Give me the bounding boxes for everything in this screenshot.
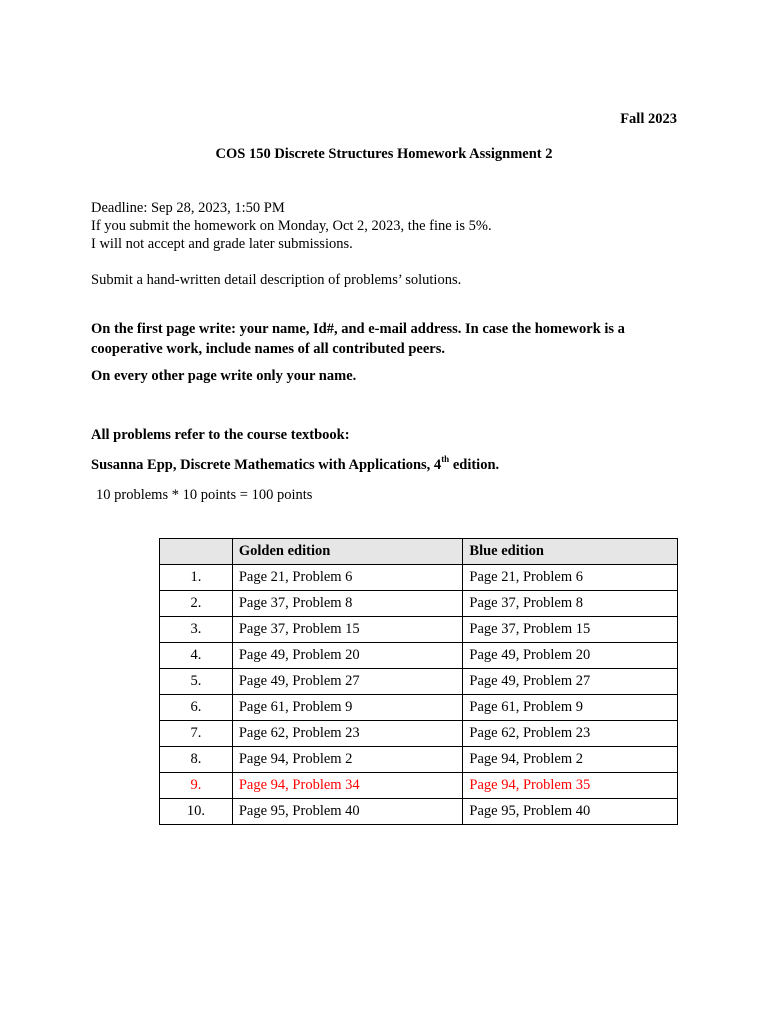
problem-number-cell: 10. xyxy=(160,799,233,825)
textbook-citation-prefix: Susanna Epp, Discrete Mathematics with Applications, 4 xyxy=(91,457,442,473)
blue-edition-cell: Page 62, Problem 23 xyxy=(463,721,678,747)
blue-edition-cell: Page 49, Problem 20 xyxy=(463,643,678,669)
textbook-edition-superscript: th xyxy=(441,454,450,464)
problem-number-cell: 7. xyxy=(160,721,233,747)
blue-edition-cell: Page 49, Problem 27 xyxy=(463,669,678,695)
late-fine-line: If you submit the homework on Monday, Oct 2, 2023, the fine is 5%. xyxy=(91,218,492,234)
golden-edition-cell: Page 37, Problem 8 xyxy=(232,591,463,617)
blue-edition-cell: Page 61, Problem 9 xyxy=(463,695,678,721)
table-row xyxy=(160,799,678,825)
table-row xyxy=(160,565,678,591)
other-page-instruction: On every other page write only your name. xyxy=(91,368,357,384)
golden-edition-cell: Page 62, Problem 23 xyxy=(232,721,463,747)
table-row xyxy=(160,773,678,799)
golden-edition-cell: Page 49, Problem 20 xyxy=(232,643,463,669)
document-title: COS 150 Discrete Structures Homework Assignment 2 xyxy=(215,146,553,162)
table-body xyxy=(160,565,678,825)
table-header-number xyxy=(160,539,233,565)
first-page-instruction: On the first page write: your name, Id#, and e-mail address. In case the homework is a cooperative work, include names of all contributed peers. xyxy=(91,321,625,357)
problem-number-cell: 8. xyxy=(160,747,233,773)
table-row xyxy=(160,669,678,695)
table-header-golden-edition: Golden edition xyxy=(232,539,463,565)
table-row xyxy=(160,747,678,773)
problem-number-cell: 1. xyxy=(160,565,233,591)
blue-edition-cell: Page 95, Problem 40 xyxy=(463,799,678,825)
problem-number-cell: 5. xyxy=(160,669,233,695)
semester-label: Fall 2023 xyxy=(620,111,677,127)
table-row xyxy=(160,643,678,669)
table-row xyxy=(160,721,678,747)
golden-edition-cell: Page 95, Problem 40 xyxy=(232,799,463,825)
table-header-blue-edition: Blue edition xyxy=(463,539,678,565)
problems-table xyxy=(159,538,678,825)
golden-edition-cell: Page 94, Problem 34 xyxy=(232,773,463,799)
blue-edition-cell: Page 21, Problem 6 xyxy=(463,565,678,591)
textbook-intro: All problems refer to the course textbook: xyxy=(91,427,350,443)
golden-edition-cell: Page 49, Problem 27 xyxy=(232,669,463,695)
blue-edition-cell: Page 94, Problem 2 xyxy=(463,747,678,773)
table-row xyxy=(160,591,678,617)
table-row xyxy=(160,617,678,643)
points-summary: 10 problems * 10 points = 100 points xyxy=(96,487,313,503)
problem-number-cell: 6. xyxy=(160,695,233,721)
late-policy-line: I will not accept and grade later submissions. xyxy=(91,236,353,252)
blue-edition-cell: Page 94, Problem 35 xyxy=(463,773,678,799)
blue-edition-cell: Page 37, Problem 8 xyxy=(463,591,678,617)
golden-edition-cell: Page 21, Problem 6 xyxy=(232,565,463,591)
golden-edition-cell: Page 94, Problem 2 xyxy=(232,747,463,773)
golden-edition-cell: Page 61, Problem 9 xyxy=(232,695,463,721)
textbook-citation-suffix: edition. xyxy=(449,457,500,473)
blue-edition-cell: Page 37, Problem 15 xyxy=(463,617,678,643)
problem-number-cell: 4. xyxy=(160,643,233,669)
deadline-line: Deadline: Sep 28, 2023, 1:50 PM xyxy=(91,200,285,216)
problem-number-cell: 3. xyxy=(160,617,233,643)
textbook-citation xyxy=(91,454,500,474)
problem-number-cell: 2. xyxy=(160,591,233,617)
submit-instruction: Submit a hand-written detail description of problems’ solutions. xyxy=(91,272,462,288)
table-header-row xyxy=(160,539,678,565)
golden-edition-cell: Page 37, Problem 15 xyxy=(232,617,463,643)
problem-number-cell: 9. xyxy=(160,773,233,799)
table-row xyxy=(160,695,678,721)
